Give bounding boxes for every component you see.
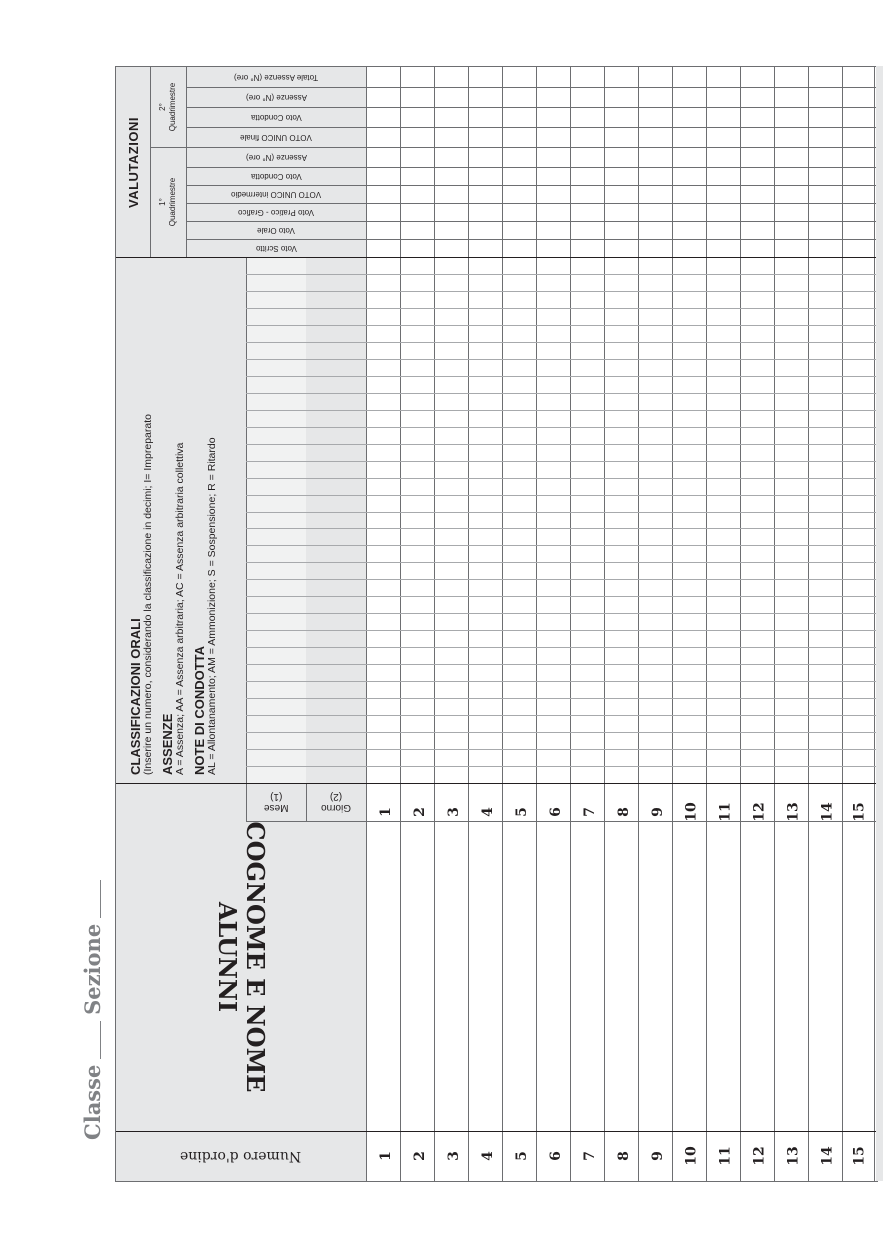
grid-hline — [246, 664, 877, 665]
grid-hline — [246, 376, 877, 377]
grid-vline — [740, 67, 741, 1181]
grid-hline — [186, 221, 877, 222]
q1-col-voto-pratico: Voto Pratico - Grafico — [237, 207, 315, 217]
row-number: 5 — [514, 807, 530, 817]
quadrimestre-1-header — [150, 147, 186, 257]
grid-vline — [150, 67, 151, 257]
grid-hline — [246, 766, 877, 767]
grid-hline — [246, 461, 877, 462]
row-number: 9 — [650, 1151, 666, 1161]
legend-note-title: NOTE DI CONDOTTA — [192, 645, 207, 775]
grid-hline — [246, 545, 877, 546]
row-number: 14 — [819, 802, 836, 822]
legend-classificazioni-title: CLASSIFICAZIONI ORALI — [128, 618, 143, 775]
grid-vline — [502, 67, 503, 1181]
grid-hline — [246, 393, 877, 394]
grid-hline — [116, 783, 877, 784]
grid-hline — [246, 308, 877, 309]
register-table — [115, 66, 878, 1182]
row-number: 11 — [717, 1146, 734, 1166]
legend-assenze-text: A = Assenza; AA = Assenza arbitraria; AC = Assenza arbitraria collettiva — [174, 442, 186, 775]
grid-hline — [246, 274, 877, 275]
grid-hline — [246, 821, 877, 822]
row-number: 5 — [514, 1151, 530, 1161]
row-number: 3 — [446, 1151, 462, 1161]
sezione-field[interactable] — [84, 880, 101, 918]
grid-vline — [306, 783, 307, 821]
row-number: 12 — [751, 802, 768, 822]
q2-col-voto-condotta: Voto Condotta — [250, 112, 302, 122]
q1-col-voto-condotta: Voto Condotta — [250, 171, 302, 181]
grid-vline — [366, 67, 367, 1181]
classe-label: Classe — [79, 1064, 105, 1140]
row-number: 8 — [616, 1151, 632, 1161]
grid-hline — [246, 579, 877, 580]
row-number: 12 — [751, 1146, 768, 1166]
row-number: 6 — [548, 807, 564, 817]
giorno-label: Giorno — [320, 802, 351, 813]
row-number: 1 — [378, 1151, 394, 1161]
grid-hline — [186, 239, 877, 240]
grid-hline — [246, 342, 877, 343]
grid-hline — [150, 147, 877, 148]
row-number: 10 — [683, 802, 700, 822]
grid-vline — [842, 67, 843, 1181]
grid-hline — [246, 410, 877, 411]
row-number: 9 — [650, 807, 666, 817]
mese-note: (1) — [269, 791, 283, 802]
row-number: 8 — [616, 807, 632, 817]
grid-hline — [246, 630, 877, 631]
q2-col-totale-assenze: Totale Assenze (N° ore) — [233, 72, 319, 82]
row-number: 7 — [582, 807, 598, 817]
grid-vline — [536, 67, 537, 1181]
grid-hline — [246, 325, 877, 326]
cognome-nome-line1: COGNOME E NOME — [241, 821, 270, 1093]
grid-hline — [246, 427, 877, 428]
row-number: 11 — [717, 802, 734, 822]
grid-vline — [570, 67, 571, 1181]
quadrimestre-2-label: 2° — [158, 103, 167, 111]
sezione-label: Sezione — [79, 923, 105, 1015]
q2-col-assenze: Assenze (N° ore) — [245, 92, 307, 102]
classe-field[interactable] — [84, 1021, 101, 1059]
valutazioni-header — [116, 67, 150, 257]
grid-vline — [604, 67, 605, 1181]
row-number: 10 — [683, 1146, 700, 1166]
q2-col-voto-unico-finale: VOTO UNICO finale — [240, 132, 312, 142]
grid-hline — [186, 167, 877, 168]
grid-hline — [246, 291, 877, 292]
numero-ordine-label: Numero d'ordine — [180, 1148, 302, 1164]
grid-vline — [808, 67, 809, 1181]
q1-col-voto-orale: Voto Orale — [257, 225, 295, 235]
grid-vline — [434, 67, 435, 1181]
q1-col-assenze: Assenze (N° ore) — [245, 152, 307, 162]
grid-vline — [672, 67, 673, 1181]
row-number: 13 — [785, 1146, 802, 1166]
row-number: 4 — [480, 807, 496, 817]
numero-ordine-cell — [116, 1131, 366, 1181]
grid-hline — [246, 749, 877, 750]
valutazioni-title: VALUTAZIONI — [125, 116, 141, 208]
legend-block — [116, 257, 246, 783]
row-number: 13 — [785, 802, 802, 822]
right-margin-strip — [876, 66, 883, 1181]
quadrimestre-1-sub: Quadrimestre — [168, 177, 177, 227]
giorno-header — [306, 783, 366, 821]
grid-vline — [468, 67, 469, 1181]
grid-hline — [246, 715, 877, 716]
quadrimestre-1-label: 1° — [158, 198, 167, 206]
quadrimestre-2-sub: Quadrimestre — [168, 82, 177, 132]
grid-hline — [186, 127, 877, 128]
row-number: 4 — [480, 1151, 496, 1161]
grid-vline — [874, 67, 875, 1181]
grid-hline — [246, 495, 877, 496]
mese-label: Mese — [263, 802, 289, 813]
legend-assenze-title: ASSENZE — [160, 713, 175, 775]
grid-hline — [246, 444, 877, 445]
grid-hline — [246, 512, 877, 513]
grid-vline — [400, 67, 401, 1181]
grid-hline — [246, 732, 877, 733]
grid-hline — [246, 596, 877, 597]
mese-header — [246, 783, 306, 821]
row-number: 7 — [582, 1151, 598, 1161]
cognome-nome-line2: ALUNNI — [213, 901, 242, 1013]
row-number: 6 — [548, 1151, 564, 1161]
row-number: 1 — [378, 807, 394, 817]
grid-hline — [186, 185, 877, 186]
cognome-nome-cell — [116, 783, 366, 1131]
row-number: 14 — [819, 1146, 836, 1166]
grid-hline — [116, 257, 877, 258]
grid-vline — [774, 67, 775, 1181]
grid-vline — [638, 67, 639, 1181]
row-number: 3 — [446, 807, 462, 817]
grid-hline — [186, 87, 877, 88]
grid-hline — [246, 562, 877, 563]
class-section-header — [72, 880, 112, 1140]
legend-note-text: AL = Allontanamento; AM = Ammonizione; S = Sospensione; R = Ritardo — [206, 437, 218, 775]
grid-hline — [246, 647, 877, 648]
grid-hline — [246, 478, 877, 479]
grid-hline — [246, 681, 877, 682]
q1-col-voto-scritto: Voto Scritto — [255, 243, 297, 253]
giorno-note: (2) — [329, 791, 343, 802]
grid-hline — [246, 698, 877, 699]
row-number: 15 — [851, 802, 868, 822]
row-number: 2 — [412, 1151, 428, 1161]
grid-hline — [186, 203, 877, 204]
grid-vline — [706, 67, 707, 1181]
row-number: 2 — [412, 807, 428, 817]
grid-hline — [116, 1131, 877, 1132]
grid-hline — [186, 107, 877, 108]
q1-col-voto-unico-intermedio: VOTO UNICO intermedio — [230, 189, 322, 199]
legend-classificazioni-text: (Inserire un numero, considerando la classificazione in decimi; I= Impreparato — [142, 414, 154, 775]
grid-hline — [246, 359, 877, 360]
quadrimestre-2-header — [150, 67, 186, 147]
grid-hline — [246, 528, 877, 529]
grid-vline — [186, 67, 187, 257]
grid-hline — [246, 613, 877, 614]
row-number: 15 — [851, 1146, 868, 1166]
